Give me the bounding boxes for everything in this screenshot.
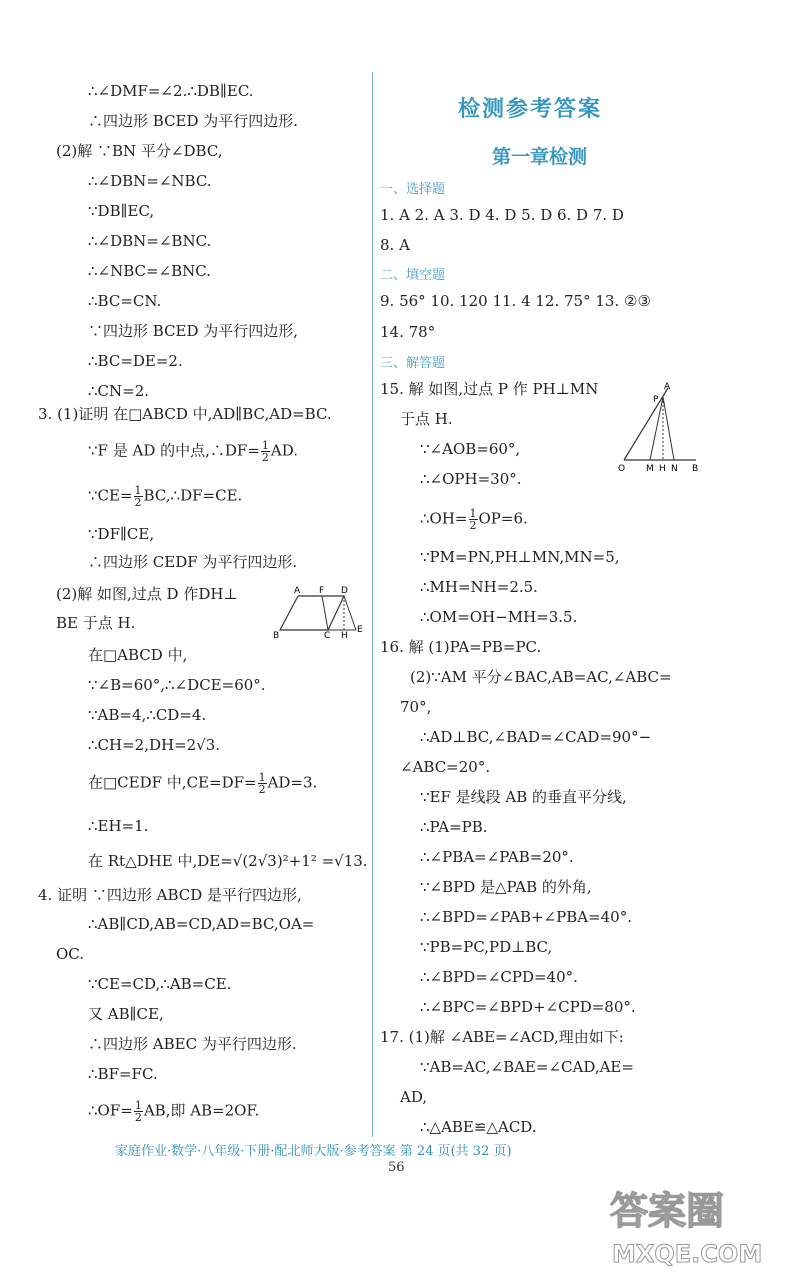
- fraction: [134, 485, 143, 508]
- text-line: 在□ABCD 中,: [88, 646, 188, 664]
- text-line-fraction: [420, 508, 528, 531]
- numerator: 1: [261, 439, 269, 452]
- figure-segment-oa: [624, 388, 668, 460]
- text-line: 4. 证明 ∵四边形 ABCD 是平行四边形,: [38, 886, 302, 904]
- text-line: ∴∠DBN=∠BNC.: [88, 232, 212, 250]
- page-number: 56: [388, 1160, 405, 1175]
- text-line: ∴∠DBN=∠NBC.: [88, 172, 212, 190]
- text-line: ∴四边形 ABEC 为平行四边形.: [88, 1035, 297, 1053]
- text-line: ∴AB∥CD,AB=CD,AD=BC,OA=: [88, 915, 315, 933]
- text-line: ∴∠BPC=∠BPD+∠CPD=80°.: [420, 998, 636, 1016]
- text-line: ∴△ABE≌△ACD.: [420, 1118, 537, 1136]
- text-line: ∵PB=PC,PD⊥BC,: [420, 938, 553, 956]
- text-line: 于点 H.: [400, 410, 453, 428]
- fraction: [261, 440, 270, 463]
- text-segment: ∴OF=: [88, 1101, 133, 1120]
- watermark-text-top: 答案圈: [610, 1189, 725, 1233]
- text-line: ∴四边形 BCED 为平行四边形.: [88, 112, 299, 130]
- numerator: 1: [134, 484, 142, 497]
- text-line-fraction: [88, 485, 242, 508]
- text-line: ∴BF=FC.: [88, 1065, 158, 1083]
- label-h: H: [659, 464, 666, 474]
- label-a: A: [664, 382, 671, 392]
- text-line: ∴∠DMF=∠2.∴DB∥EC.: [88, 82, 254, 100]
- label-m: M: [646, 464, 654, 474]
- text-line: ∵PM=PN,PH⊥MN,MN=5,: [420, 548, 620, 566]
- column-divider: [372, 72, 373, 1137]
- text-line: 14. 78°: [380, 323, 436, 341]
- label-b: B: [692, 464, 699, 474]
- text-segment: OP=6.: [478, 509, 528, 528]
- figure-segment-pn: [663, 397, 674, 460]
- text-line: 3. (1)证明 在□ABCD 中,AD∥BC,AD=BC.: [38, 405, 332, 423]
- text-line: ∴PA=PB.: [420, 818, 488, 836]
- text-line: 17. (1)解 ∠ABE=∠ACD,理由如下:: [380, 1028, 624, 1046]
- text-line: ∠ABC=20°.: [400, 758, 491, 776]
- text-segment: ∴OH=: [420, 509, 468, 528]
- label-e: E: [357, 625, 363, 635]
- text-line: (2)解 ∵BN 平分∠DBC,: [56, 142, 223, 160]
- denominator: 2: [134, 1111, 142, 1124]
- label-p: P: [653, 395, 659, 405]
- text-line: 又 AB∥CE,: [88, 1005, 164, 1023]
- label-d: D: [341, 586, 348, 596]
- denominator: 2: [134, 496, 142, 509]
- text-line: 8. A: [380, 236, 410, 254]
- text-line: ∵DF∥CE,: [88, 525, 155, 543]
- text-segment: AB,即 AB=2OF.: [143, 1101, 260, 1120]
- text-line: 70°,: [400, 698, 432, 716]
- text-line: ∴∠OPH=30°.: [420, 470, 522, 488]
- text-segment: 在□CEDF 中,CE=DF=: [88, 773, 257, 792]
- denominator: 2: [469, 519, 477, 532]
- fraction: [469, 508, 478, 531]
- text-line: ∵AB=4,∴CD=4.: [88, 706, 207, 724]
- watermark-logo: [600, 1178, 790, 1270]
- text-line: ∴∠NBC=∠BNC.: [88, 262, 212, 280]
- page-title: 检测参考答案: [458, 96, 603, 122]
- text-segment: ∵F 是 AD 的中点,∴DF=: [88, 441, 260, 460]
- text-line: ∵∠B=60°,∴∠DCE=60°.: [88, 676, 266, 694]
- text-line: ∴OM=OH−MH=3.5.: [420, 608, 578, 626]
- numerator: 1: [258, 771, 266, 784]
- text-line: ∴CN=2.: [88, 382, 150, 400]
- text-line: AD,: [400, 1088, 428, 1106]
- text-line: 16. 解 (1)PA=PB=PC.: [380, 638, 542, 656]
- label-f: F: [319, 586, 325, 596]
- triangle-figure: [612, 380, 704, 476]
- numerator: 1: [469, 507, 477, 520]
- fraction: [134, 1100, 143, 1123]
- page-footer: 家庭作业·数学·八年级·下册·配北师大版·参考答案 第 24 页(共 32 页): [115, 1144, 512, 1159]
- text-line: ∵四边形 BCED 为平行四边形,: [88, 322, 299, 340]
- text-line: ∴MH=NH=2.5.: [420, 578, 538, 596]
- text-line-fraction: [88, 1100, 259, 1123]
- text-segment: ∵CE=: [88, 486, 133, 505]
- text-line: OC.: [56, 945, 85, 963]
- label-o: O: [618, 464, 626, 474]
- text-segment: BC,∴DF=CE.: [143, 486, 243, 505]
- label-b: B: [273, 631, 280, 638]
- text-line: ∵∠BPD 是△PAB 的外角,: [420, 878, 592, 896]
- text-line: (2)∵AM 平分∠BAC,AB=AC,∠ABC=: [410, 668, 672, 686]
- denominator: 2: [261, 451, 269, 464]
- figure-segment-fc: [322, 596, 328, 630]
- text-line: ∵AB=AC,∠BAE=∠CAD,AE=: [420, 1058, 634, 1076]
- figure-segment-de: [344, 596, 356, 630]
- denominator: 2: [258, 783, 266, 796]
- watermark-text-bottom: MXQE.COM: [612, 1240, 763, 1268]
- text-segment: AD=3.: [267, 773, 318, 792]
- text-line: 1. A 2. A 3. D 4. D 5. D 6. D 7. D: [380, 206, 624, 224]
- text-line: 15. 解 如图,过点 P 作 PH⊥MN: [380, 380, 599, 398]
- section-heading: 一、选择题: [380, 182, 446, 197]
- text-line: 9. 56° 10. 120 11. 4 12. 75° 13. ②③: [380, 292, 651, 310]
- text-line: ∵∠AOB=60°,: [420, 440, 521, 458]
- label-a: A: [294, 586, 301, 596]
- text-line: (2)解 如图,过点 D 作DH⊥: [56, 585, 238, 603]
- text-line: ∵CE=CD,∴AB=CE.: [88, 975, 232, 993]
- text-line: ∴AD⊥BC,∠BAD=∠CAD=90°−: [420, 728, 652, 746]
- text-line: ∴∠BPD=∠CPD=40°.: [420, 968, 578, 986]
- label-c: C: [324, 631, 331, 638]
- numerator: 1: [134, 1099, 142, 1112]
- label-n: N: [671, 464, 678, 474]
- chapter-title: 第一章检测: [492, 146, 588, 168]
- section-heading: 三、解答题: [380, 356, 446, 371]
- text-line: ∴BC=CN.: [88, 292, 162, 310]
- parallelogram-figure: [266, 582, 366, 638]
- label-h: H: [341, 631, 348, 638]
- text-line: ∴∠PBA=∠PAB=20°.: [420, 848, 574, 866]
- text-line: 在 Rt△DHE 中,DE=√(2√3)²+1² =√13.: [88, 852, 368, 870]
- text-line: ∴四边形 CEDF 为平行四边形.: [88, 553, 298, 571]
- fraction: [258, 772, 267, 795]
- text-line: ∴BC=DE=2.: [88, 352, 183, 370]
- text-line-fraction: [88, 772, 317, 795]
- section-heading: 二、填空题: [380, 268, 446, 283]
- text-line: BE 于点 H.: [56, 614, 136, 632]
- text-line: ∴∠BPD=∠PAB+∠PBA=40°.: [420, 908, 632, 926]
- text-line-fraction: [88, 440, 298, 463]
- text-segment: AD.: [270, 441, 298, 460]
- text-line: ∴EH=1.: [88, 817, 149, 835]
- text-line: ∵EF 是线段 AB 的垂直平分线,: [420, 788, 627, 806]
- text-line: ∵DB∥EC,: [88, 202, 155, 220]
- figure-abcd-edges: [280, 596, 344, 630]
- text-line: ∴CH=2,DH=2√3.: [88, 736, 221, 754]
